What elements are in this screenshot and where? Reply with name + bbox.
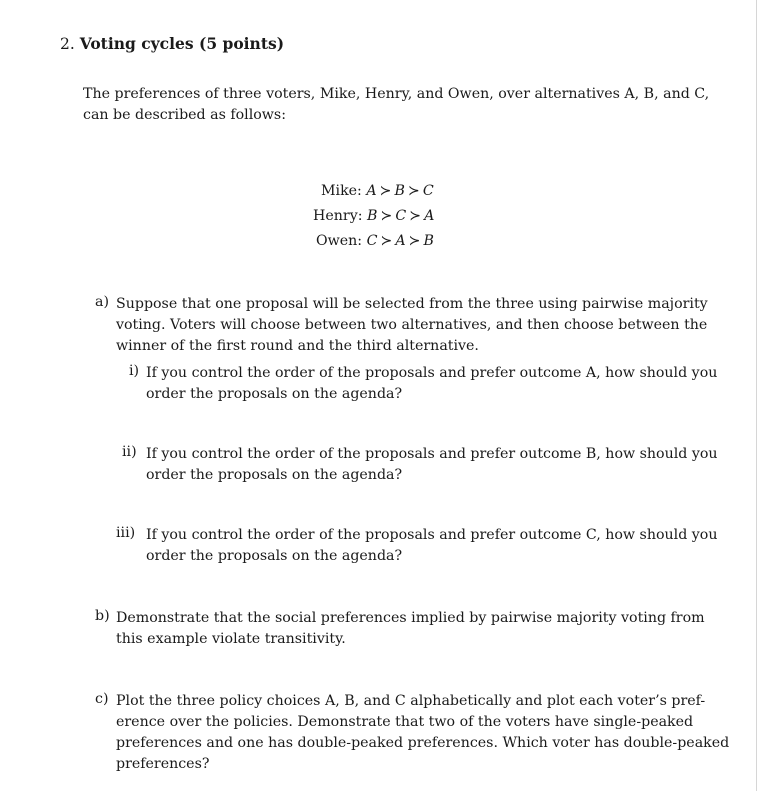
alt: A	[424, 208, 435, 224]
part-a-line-1: Suppose that one proposal will be selected from the three using pairwise majority	[116, 296, 708, 312]
voter-name: Henry:	[313, 208, 363, 224]
part-a-line-2: voting. Voters will choose between two alternatives, and then choose between the	[116, 317, 708, 333]
part-c-line-1: Plot the three policy choices A, B, and C alphabetically and plot each voter’s pref-	[116, 693, 706, 709]
problem-number: 2.	[60, 35, 75, 53]
pref-row-henry	[313, 208, 434, 224]
alt: B	[423, 233, 434, 249]
subpart-ii-line-1: If you control the order of the proposals and prefer outcome B, how should you	[146, 446, 718, 462]
alt: C	[422, 183, 434, 199]
part-c-line-2: erence over the policies. Demonstrate that two of the voters have single-peaked	[116, 714, 694, 730]
alt: A	[366, 183, 377, 199]
part-c-label: c)	[95, 691, 109, 707]
problem-title: Voting cycles (5 points)	[79, 34, 285, 53]
succ-symbol: ≻	[408, 233, 421, 249]
subpart-i-line-1: If you control the order of the proposals and prefer outcome A, how should you	[146, 365, 718, 381]
part-a-label: a)	[95, 294, 109, 310]
subpart-ii-line-2: order the proposals on the agenda?	[146, 467, 403, 483]
intro-line-1: The preferences of three voters, Mike, Henry, and Owen, over alternatives A, B, and C,	[83, 86, 710, 102]
voter-name: Mike:	[321, 183, 362, 199]
problem-heading	[60, 34, 284, 53]
intro-line-2: can be described as follows:	[83, 107, 286, 123]
part-b-line-2: this example violate transitivity.	[116, 631, 346, 647]
page-edge-divider	[756, 0, 757, 791]
part-c-line-3: preferences and one has double-peaked preferences. Which voter has double-peaked	[116, 735, 730, 751]
alt: B	[367, 208, 378, 224]
subpart-ii-label: ii)	[122, 444, 137, 460]
pref-row-owen	[316, 233, 434, 249]
succ-symbol: ≻	[380, 233, 393, 249]
alt: B	[394, 183, 405, 199]
succ-symbol: ≻	[379, 183, 392, 199]
subpart-iii-line-1: If you control the order of the proposals and prefer outcome C, how should you	[146, 527, 718, 543]
part-a-line-3: winner of the first round and the third alternative.	[116, 338, 479, 354]
alt: C	[366, 233, 378, 249]
part-b-line-1: Demonstrate that the social preferences implied by pairwise majority voting from	[116, 610, 705, 626]
voter-name: Owen:	[316, 233, 363, 249]
subpart-iii-label: iii)	[116, 525, 136, 541]
subpart-iii-line-2: order the proposals on the agenda?	[146, 548, 403, 564]
part-b-label: b)	[95, 608, 110, 624]
alt: A	[395, 233, 406, 249]
succ-symbol: ≻	[380, 208, 393, 224]
subpart-i-label: i)	[129, 363, 140, 379]
alt: C	[395, 208, 407, 224]
succ-symbol: ≻	[407, 183, 420, 199]
succ-symbol: ≻	[409, 208, 422, 224]
part-c-line-4: preferences?	[116, 756, 210, 772]
subpart-i-line-2: order the proposals on the agenda?	[146, 386, 403, 402]
pref-row-mike	[321, 183, 434, 199]
